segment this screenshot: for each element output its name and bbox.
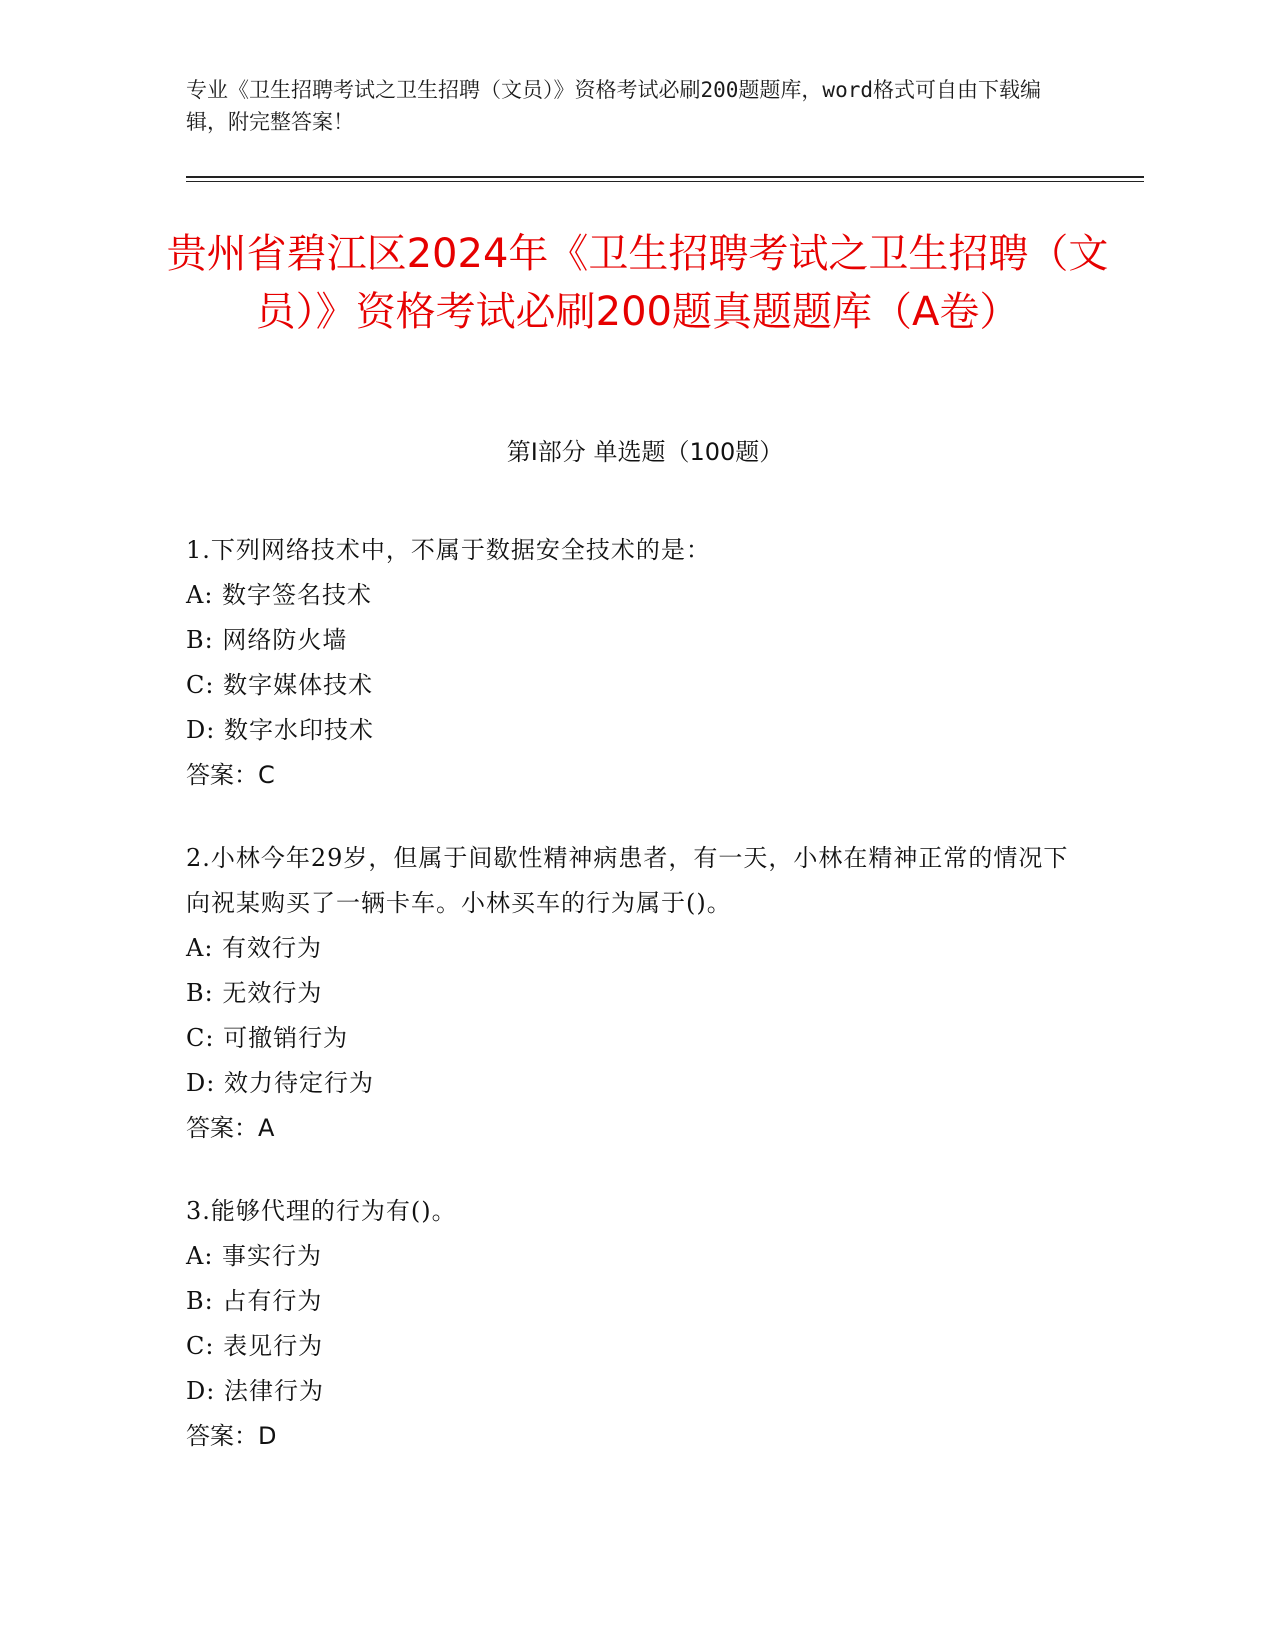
option-d: D: 数字水印技术 — [186, 716, 374, 744]
option-b: B: 无效行为 — [186, 979, 323, 1007]
question-item — [186, 528, 1086, 798]
header-divider — [186, 176, 1144, 178]
header-divider-thin — [186, 181, 1144, 182]
header-note: 专业《卫生招聘考试之卫生招聘（文员）》资格考试必刷200题题库，word格式可自由下载编辑，附完整答案！ — [186, 78, 1041, 134]
option-b: B: 网络防火墙 — [186, 626, 348, 654]
option-c: C: 表见行为 — [186, 1332, 324, 1360]
document-title: 贵州省碧江区2024年《卫生招聘考试之卫生招聘（文员）》资格考试必刷200题真题题库（A卷） — [166, 231, 1109, 335]
option-a: A: 事实行为 — [186, 1242, 323, 1270]
option-a: A: 有效行为 — [186, 934, 323, 962]
question-stem: 2.小林今年29岁，但属于间歇性精神病患者，有一天，小林在精神正常的情况下向祝某购买了一辆卡车。小林买车的行为属于()。 — [186, 844, 1069, 917]
section-title: 第Ⅰ部分 单选题（100题） — [506, 438, 784, 466]
question-list — [186, 528, 1086, 1497]
option-d: D: 法律行为 — [186, 1377, 324, 1405]
question-item — [186, 1189, 1086, 1459]
question-stem: 1.下列网络技术中，不属于数据安全技术的是： — [186, 536, 711, 564]
option-b: B: 占有行为 — [186, 1287, 323, 1315]
answer-line: 答案：D — [186, 1422, 277, 1450]
option-a: A: 数字签名技术 — [186, 581, 373, 609]
answer-line: 答案：C — [186, 761, 275, 789]
answer-line: 答案：A — [186, 1114, 275, 1142]
question-item — [186, 836, 1086, 1151]
option-c: C: 数字媒体技术 — [186, 671, 374, 699]
option-c: C: 可撤销行为 — [186, 1024, 349, 1052]
option-d: D: 效力待定行为 — [186, 1069, 374, 1097]
question-stem: 3.能够代理的行为有()。 — [186, 1197, 457, 1225]
